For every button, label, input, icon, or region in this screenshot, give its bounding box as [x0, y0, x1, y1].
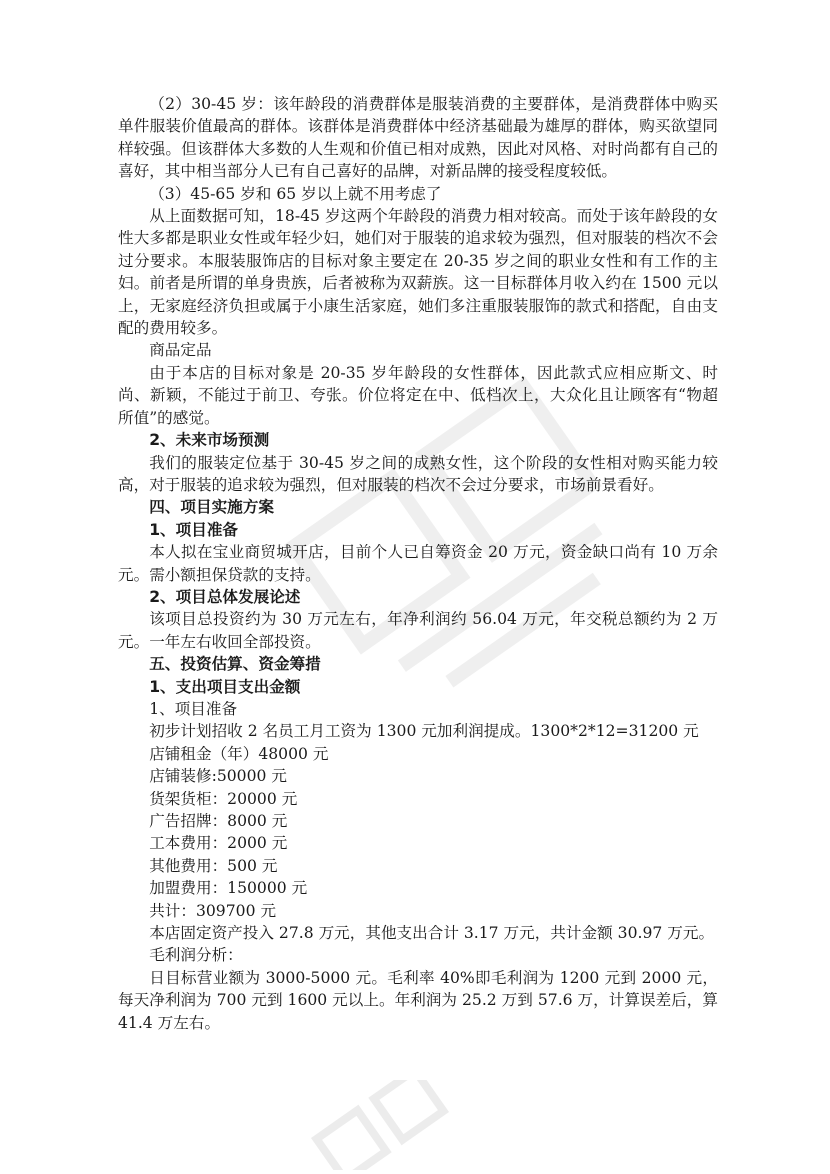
heading-implementation-plan: 四、项目实施方案: [149, 498, 274, 517]
expense-shelves: 货架货柜：20000 元: [149, 789, 298, 808]
expense-total: 共计：309700 元: [149, 901, 277, 920]
heading-investment-estimate: 五、投资估算、资金筹措: [149, 655, 321, 674]
paragraph-fixed-assets: 本店固定资产投入 27.8 万元，其他支出合计 3.17 万元，共计金额 30.97 万元。: [149, 924, 715, 943]
paragraph-age-30-45: （2）30-45 岁：该年龄段的消费群体是服装消费的主要群体，是消费群体中购买单件服装价值最高的群体。该群体是消费群体中经济基础最为雄厚的群体，购买欲望同样较强。但该群体大多数的人生观和价值已相对成熟，因此对风格、对时尚都有自己的喜好，其中相当部分人已有自己喜好的品牌，对新品牌的接受程度较低。: [118, 95, 718, 181]
watermark-bottom-icon: [300, 1080, 460, 1170]
paragraph-product-positioning-label: 商品定品: [149, 341, 212, 360]
expense-advertising: 广告招牌：8000 元: [149, 812, 288, 830]
label-gross-profit: 毛利润分析：: [149, 946, 243, 965]
paragraph-project-development: 该项目总投资约为 30 万元左右，年净利润约 56.04 万元，年交税总额约为 2 万元。一年左右收回全部投资。: [118, 610, 718, 651]
heading-market-forecast: 2、未来市场预测: [149, 431, 270, 450]
paragraph-product-positioning: 由于本店的目标对象是 20-35 岁年龄段的女性群体，因此款式应相应斯文、时尚、新颖，不能过于前卫、夸张。价位将定在中、低档次上，大众化且让顾客有“物超所值”的感觉。: [118, 363, 718, 427]
heading-project-development: 2、项目总体发展论述: [149, 587, 301, 606]
expense-shop-rent: 店铺租金（年）48000 元: [149, 744, 329, 763]
paragraph-data-analysis: 从上面数据可知，18-45 岁这两个年龄段的消费力相对较高。而处于该年龄段的女性大多都是职业女性或年轻少妇，她们对于服装的追求较为强烈，但对服装的档次不会过分要求。本服装服饰店的目标对象主要定在 20-35 岁之间的职业女性和有工作的主妇。前者是所谓的单身贵族，后者被称为双薪族。这一目标群体月收入约在 1500 元以上，无家庭经济负担或属于小康生活家庭，她们多注重服装服饰的款式和搭配，自由支配的费用较多。: [118, 207, 718, 338]
paragraph-age-45-65: （3）45-65 岁和 65 岁以上就不用考虑了: [149, 184, 442, 203]
expense-shop-decoration: 店铺装修:50000 元: [149, 767, 287, 786]
heading-expenditure-items: 1、支出项目支出金额: [149, 677, 301, 696]
document-body: [118, 93, 718, 1034]
paragraph-project-preparation: 本人拟在宝业商贸城开店，目前个人已自筹资金 20 万元，资金缺口尚有 10 万余元。需小额担保贷款的支持。: [118, 543, 718, 584]
expense-registration: 工本费用：2000 元: [149, 834, 288, 853]
expense-franchise: 加盟费用：150000 元: [149, 879, 308, 898]
expense-other: 其他费用：500 元: [149, 856, 278, 875]
paragraph-gross-profit: 日目标营业额为 3000-5000 元。毛利率 40%即毛利润为 1200 元到 2000 元，每天净利润为 700 元到 1600 元以上。年利润为 25.2 万到 57.6 万，计算误差后，算 41.4 万左右。: [118, 968, 718, 1032]
expense-staff-wages: 初步计划招收 2 名员工月工资为 1300 元加利润提成。1300*2*12=31200 元: [149, 722, 699, 741]
heading-project-preparation: 1、项目准备: [149, 520, 239, 539]
label-project-preparation: 1、项目准备: [149, 699, 238, 718]
paragraph-market-forecast: 我们的服装定位基于 30-45 岁之间的成熟女性，这个阶段的女性相对购买能力较高，对于服装的追求较为强烈，但对服装的档次不会过分要求，市场前景看好。: [118, 453, 718, 494]
